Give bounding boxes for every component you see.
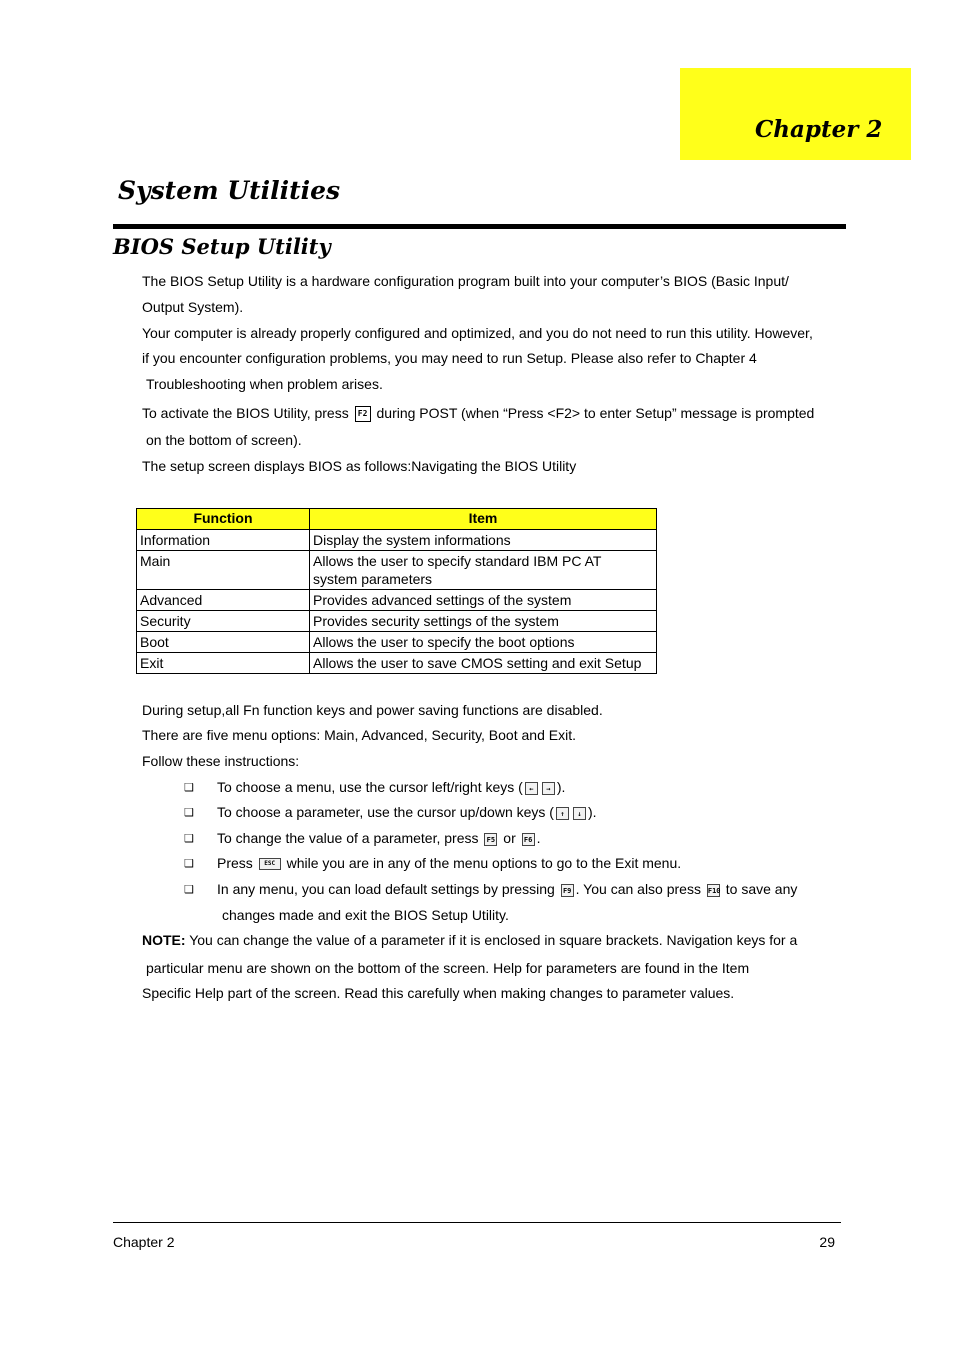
table-row xyxy=(137,551,657,590)
display-line: The setup screen displays BIOS as follows:Navigating the BIOS Utility xyxy=(142,458,577,474)
chapter-label: Chapter 2 xyxy=(755,116,883,143)
checkbox-bullet-icon: ❑ xyxy=(184,782,194,794)
table-row xyxy=(137,590,657,611)
function-cell: Boot xyxy=(137,632,310,653)
after-table-line-3: Follow these instructions: xyxy=(142,753,300,769)
right-arrow-key-icon: → xyxy=(542,782,555,795)
footer-chapter: Chapter 2 xyxy=(113,1234,175,1250)
instruction-1-end: ). xyxy=(556,779,566,795)
note-line-2: particular menu are shown on the bottom of the screen. Help for parameters are found in the Item xyxy=(146,960,750,976)
header-item: Item xyxy=(310,509,657,530)
intro-line-3: Your computer is already properly configured and optimized, and you do not need to run this utility. However, xyxy=(142,325,813,341)
note-line-3: Specific Help part of the screen. Read this carefully when making changes to parameter values. xyxy=(142,985,735,1001)
activate-line xyxy=(142,405,814,422)
instruction-1 xyxy=(217,779,565,795)
instruction-2 xyxy=(217,804,597,820)
intro-line-1: The BIOS Setup Utility is a hardware configuration program built into your computer’s BIOS (Basic Input/ xyxy=(142,273,789,289)
header-function: Function xyxy=(137,509,310,530)
function-cell: Information xyxy=(137,530,310,551)
item-cell: Provides advanced settings of the system xyxy=(310,590,657,611)
instruction-5-line-2: changes made and exit the BIOS Setup Utility. xyxy=(222,907,509,923)
instruction-4-text: Press xyxy=(217,855,253,871)
left-arrow-key-icon: ← xyxy=(525,782,538,795)
bios-function-table xyxy=(136,508,657,674)
table-row xyxy=(137,611,657,632)
note-text-1: You can change the value of a parameter if it is enclosed in square brackets. Navigation keys for a xyxy=(189,932,798,948)
f5-key-icon: F5 xyxy=(484,833,497,846)
f2-key-icon: F2 xyxy=(355,406,371,422)
item-cell: Provides security settings of the system xyxy=(310,611,657,632)
function-cell: Advanced xyxy=(137,590,310,611)
instruction-1-text: To choose a menu, use the cursor left/right keys ( xyxy=(217,779,523,795)
item-cell: Allows the user to save CMOS setting and exit Setup xyxy=(310,653,657,674)
checkbox-bullet-icon: ❑ xyxy=(184,807,194,819)
after-table-line-2: There are five menu options: Main, Advanced, Security, Boot and Exit. xyxy=(142,727,576,743)
note-line-1 xyxy=(142,932,797,948)
chapter-banner xyxy=(680,68,911,160)
up-arrow-key-icon: ↑ xyxy=(556,807,569,820)
f10-key-icon: F10 xyxy=(707,884,720,897)
footer-divider xyxy=(113,1222,841,1223)
note-label: NOTE: xyxy=(142,932,186,948)
checkbox-bullet-icon: ❑ xyxy=(184,858,194,870)
activate-line-2: on the bottom of screen). xyxy=(146,432,302,448)
instruction-5-mid: . You can also press xyxy=(575,881,701,897)
table-row xyxy=(137,653,657,674)
checkbox-bullet-icon: ❑ xyxy=(184,833,194,845)
f6-key-icon: F6 xyxy=(522,833,535,846)
instruction-5 xyxy=(217,881,797,897)
activate-text-before: To activate the BIOS Utility, press xyxy=(142,405,349,421)
page-number: 29 xyxy=(819,1234,835,1250)
instruction-4 xyxy=(217,855,681,871)
down-arrow-key-icon: ↓ xyxy=(573,807,586,820)
table-row xyxy=(137,530,657,551)
instruction-3-end: . xyxy=(536,830,541,846)
function-cell: Main xyxy=(137,551,310,590)
item-cell: Display the system informations xyxy=(310,530,657,551)
instruction-2-end: ). xyxy=(587,804,597,820)
table-row xyxy=(137,632,657,653)
instruction-3 xyxy=(217,830,541,846)
section-heading: BIOS Setup Utility xyxy=(113,234,331,259)
title-divider xyxy=(113,224,846,229)
instruction-2-text: To choose a parameter, use the cursor up/down keys ( xyxy=(217,804,554,820)
activate-text-after: during POST (when “Press <F2> to enter Setup” message is prompted xyxy=(376,405,815,421)
instruction-4-end: while you are in any of the menu options to go to the Exit menu. xyxy=(286,855,682,871)
page-title: System Utilities xyxy=(118,176,341,205)
table-header-row xyxy=(137,509,657,530)
function-cell: Security xyxy=(137,611,310,632)
after-table-line-1: During setup,all Fn function keys and power saving functions are disabled. xyxy=(142,702,603,718)
function-cell: Exit xyxy=(137,653,310,674)
instruction-5-text: In any menu, you can load default settings by pressing xyxy=(217,881,555,897)
esc-key-icon: ESC xyxy=(259,858,281,870)
item-cell: Allows the user to specify standard IBM PC AT system parameters xyxy=(310,551,657,590)
instruction-3-text: To change the value of a parameter, press xyxy=(217,830,479,846)
intro-line-2: Output System). xyxy=(142,299,244,315)
checkbox-bullet-icon: ❑ xyxy=(184,884,194,896)
intro-line-4: if you encounter configuration problems, you may need to run Setup. Please also refer to Chapter 4 xyxy=(142,350,757,366)
item-cell: Allows the user to specify the boot options xyxy=(310,632,657,653)
intro-line-5: Troubleshooting when problem arises. xyxy=(146,376,383,392)
f9-key-icon: F9 xyxy=(561,884,574,897)
instruction-3-or: or xyxy=(503,830,516,846)
instruction-5-end: to save any xyxy=(725,881,798,897)
